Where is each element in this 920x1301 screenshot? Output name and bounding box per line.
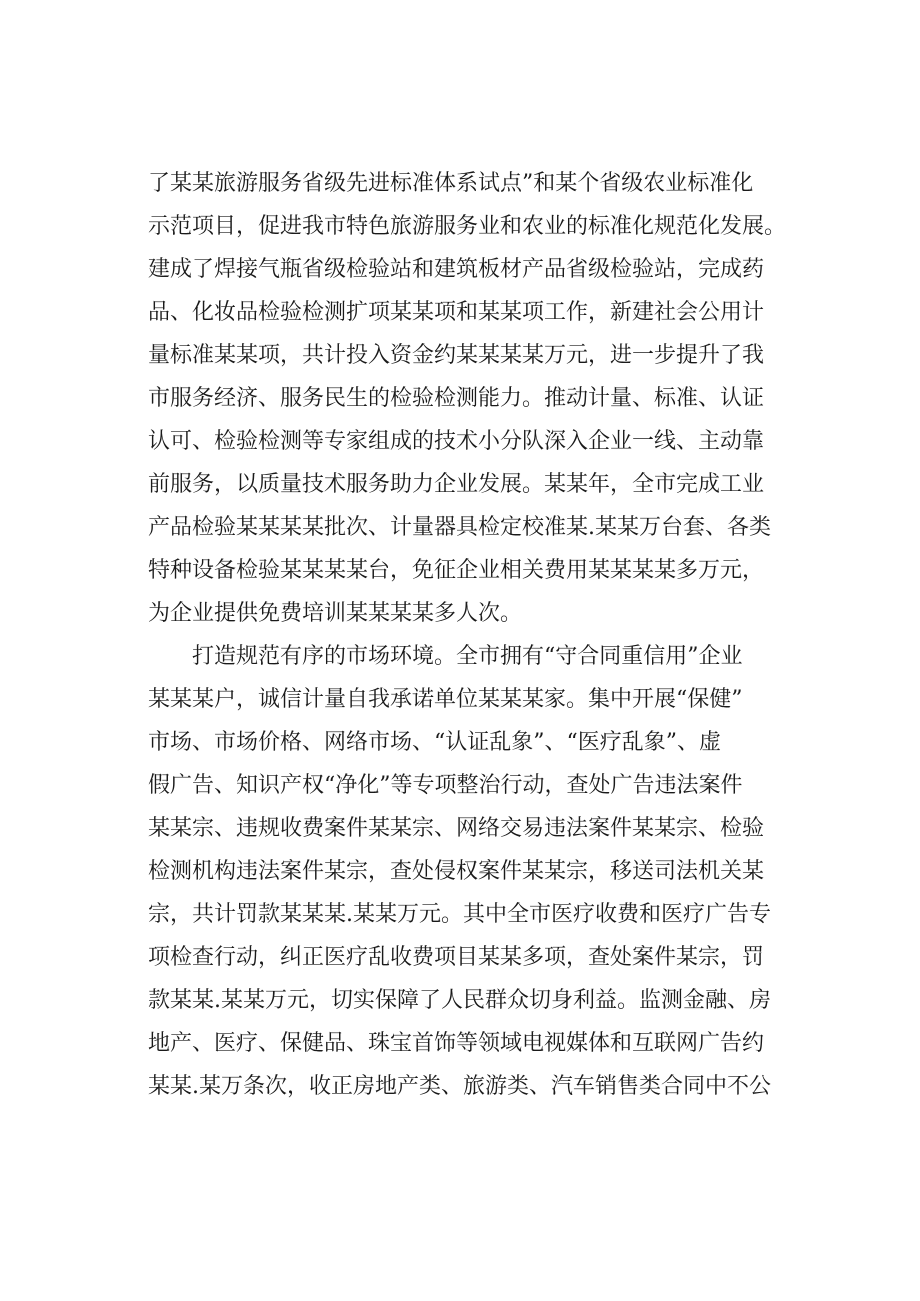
text-line: 认可、检验检测等专家组成的技术小分队深入企业一线、主动靠 <box>148 429 765 454</box>
text-line: 市场、市场价格、网络市场、“认证乱象”、“医疗乱象”、虚 <box>148 730 721 755</box>
text-line: 款某某.某某万元，切实保障了人民群众切身利益。监测金融、房 <box>148 988 771 1013</box>
text-line: 某某.某万条次，收正房地产类、旅游类、汽车销售类合同中不公 <box>148 1074 771 1099</box>
text-line: 示范项目，促进我市特色旅游服务业和农业的标准化规范化发展。 <box>148 214 787 239</box>
text-line: 某某宗、违规收费案件某某宗、网络交易违法案件某某宗、检验 <box>148 816 765 841</box>
text-line: 量标准某某项，共计投入资金约某某某某万元，进一步提升了我 <box>148 343 765 368</box>
text-line: 打造规范有序的市场环境。全市拥有“守合同重信用”企业 <box>192 644 743 669</box>
paragraph-2 <box>148 635 808 1108</box>
text-line: 某某某户，诚信计量自我承诺单位某某某家。集中开展“保健” <box>148 687 743 712</box>
text-line: 宗，共计罚款某某某.某某万元。其中全市医疗收费和医疗广告专 <box>148 902 771 927</box>
text-line: 市服务经济、服务民生的检验检测能力。推动计量、标准、认证 <box>148 386 765 411</box>
text-line: 检测机构违法案件某宗，查处侵权案件某某宗，移送司法机关某 <box>148 859 765 884</box>
paragraph-1 <box>148 162 808 635</box>
text-line: 建成了焊接气瓶省级检验站和建筑板材产品省级检验站，完成药 <box>148 257 765 282</box>
text-line: 地产、医疗、保健品、珠宝首饰等领域电视媒体和互联网广告约 <box>148 1031 765 1056</box>
text-line: 了某某旅游服务省级先进标准体系试点”和某个省级农业标准化 <box>148 171 754 196</box>
body-text <box>148 162 808 1108</box>
text-line: 为企业提供免费培训某某某某多人次。 <box>148 601 523 626</box>
text-line: 品、化妆品检验检测扩项某某项和某某项工作，新建社会公用计 <box>148 300 765 325</box>
text-line: 特种设备检验某某某某台，免征企业相关费用某某某某多万元， <box>148 558 765 583</box>
text-line: 假广告、知识产权“净化”等专项整治行动，查处广告违法案件 <box>148 773 743 798</box>
text-line: 项检查行动，纠正医疗乱收费项目某某多项，查处案件某宗，罚 <box>148 945 765 970</box>
text-line: 前服务，以质量技术服务助力企业发展。某某年，全市完成工业 <box>148 472 765 497</box>
text-line: 产品检验某某某某批次、计量器具检定校准某.某某万台套、各类 <box>148 515 771 540</box>
